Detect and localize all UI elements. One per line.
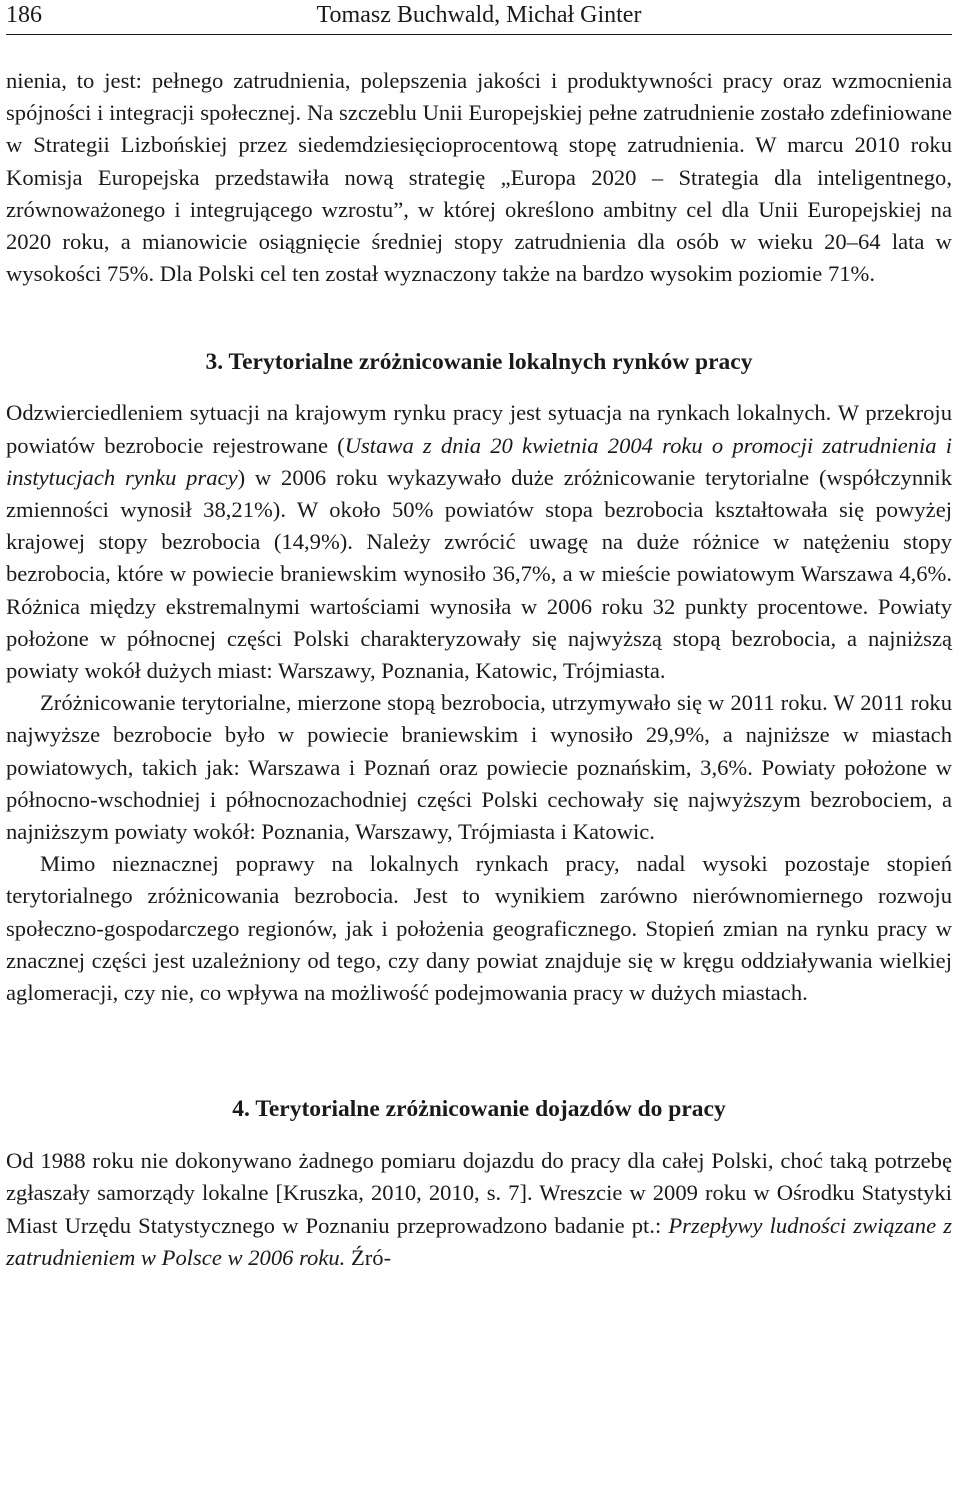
section-3-paragraph-1	[6, 397, 952, 687]
running-title: Tomasz Buchwald, Michał Ginter	[316, 2, 642, 28]
section-heading-3: 3. Terytorialne zróżnicowanie lokalnych rynków pracy	[205, 349, 753, 376]
page-header	[6, 0, 952, 35]
section-4-paragraph-1	[6, 1145, 952, 1274]
body-text	[6, 65, 952, 1274]
paragraph-intro: nienia, to jest: pełnego zatrudnienia, polepszenia jakości i produktywności pracy oraz wzmocnienia spójności i integracji społecznej. Na szczeblu Unii Europejskiej pełne zatrudnienie zostało zdefiniowane w Strategii Lizbońskiej przez siedemdziesięcioprocentową stopę zatrudnienia. W marcu 2010 roku Komisja Europejska przedstawiła nową strategię „Europa 2020 – Strategia dla inteligentnego, zrównoważonego i integrującego wzrostu”, w której określono ambitny cel dla Unii Europejskiej na 2020 roku, a mianowicie osiągnięcie średniej stopy zatrudnienia dla osób w wieku 20–64 lata w wysokości 75%. Dla Polski cel ten został wyznaczony także na bardzo wysokim poziomie 71%.	[6, 68, 952, 287]
section-3-paragraph-3: Mimo nieznacznej poprawy na lokalnych rynkach pracy, nadal wysoki pozostaje stopień terytorialnego zróżnicowania bezrobocia. Jest to wynikiem zarówno nierównomiernego rozwoju społeczno-gospodarczego regionów, jak i położenia geograficznego. Stopień zmian na rynku pracy w znacznej części jest uzależniony od tego, czy dany powiat znajduje się w kręgu oddziaływania wielkiej aglomeracji, czy nie, co wpływa na możliwość podejmowania pracy w dużych miastach.	[6, 851, 952, 1006]
s4p1-italic-study-title: Przepływy ludności związane z zatrudnieniem w Polsce w 2006 roku.	[6, 1212, 952, 1270]
section-3-paragraph-2: Zróżnicowanie terytorialne, mierzone stopą bezrobocia, utrzymywało się w 2011 roku. W 2011 roku najwyższe bezrobocie było w powiecie braniewskim i wynosiło 29,9%, a najniższe w miastach powiatowych, takich jak: Warszawa i Poznań oraz powiecie poznańskim, 3,6%. Powiaty położone w północno-wschodniej i północnozachodniej części Polski cechowały się najwyższym bezrobociem, a najniższym powiaty wokół: Poznania, Warszawy, Trójmiasta i Katowic.	[6, 690, 952, 845]
section-heading-4: 4. Terytorialne zróżnicowanie dojazdów do pracy	[232, 1096, 726, 1123]
page-number: 186	[6, 2, 42, 28]
s4p1-text-b: Źró-	[345, 1244, 392, 1270]
s3p1-italic-act-title: Ustawa z dnia 20 kwietnia 2004 roku o promocji zatrudnienia i instytucjach rynku pracy	[6, 432, 952, 490]
s3p1-text-a: Odzwierciedleniem sytuacji na krajowym rynku pracy jest sytuacja na rynkach lokalnych. W przekroju powiatów bezrobocie rejestrowane (	[6, 400, 952, 458]
s3p1-text-b: ) w 2006 roku wykazywało duże zróżnicowanie terytorialne (współczynnik zmienności wynosił 38,21%). W około 50% powiatów stopa bezrobocia kształtowała się powyżej krajowej stopy bezrobocia (14,9%). Należy zwrócić uwagę na duże różnice w natężeniu stopy bezrobocia, które w powiecie braniewskim wynosiło 36,7%, a w mieście powiatowym Warszawa 4,6%. Różnica między ekstremalnymi wartościami wynosiła w 2006 roku 32 punkty procentowe. Powiaty położone w północnej części Polski charakteryzowały się najwyższą stopą bezrobocia, a najniższą powiaty wokół dużych miast: Warszawy, Poznania, Katowic, Trójmiasta.	[6, 464, 953, 684]
s4p1-text-a: Od 1988 roku nie dokonywano żadnego pomiaru dojazdu do pracy dla całej Polski, choć taką potrzebę zgłaszały samorządy lokalne [Kruszka, 2010, 2010, s. 7]. Wreszcie w 2009 roku w Ośrodku Statystyki Miast Urzędu Statystycznego w Poznaniu przeprowadzono badanie pt.:	[6, 1148, 952, 1238]
